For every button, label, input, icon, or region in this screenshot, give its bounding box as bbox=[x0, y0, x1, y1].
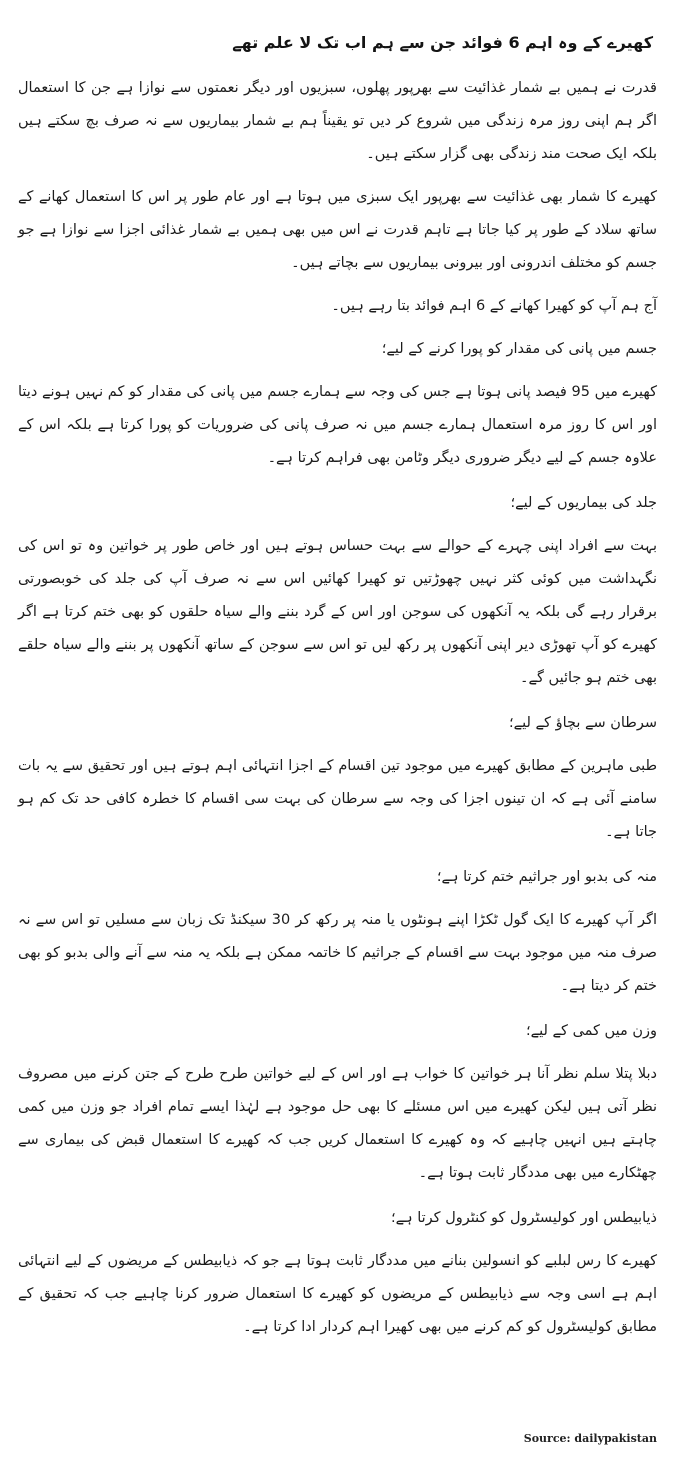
section-body-skin: بہت سے افراد اپنی چہرے کے حوالے سے بہت حساس ہوتے ہیں اور خاص طور پر خواتین وہ تو اس کی نگہداشت میں کوئی کثر نہیں چھوڑتیں تو کھیرا کھائیں اس سے نہ صرف آپ کی جلد کی خوبصورتی برقرار رہے گی بلکہ یہ آنکھوں کی سوجن اور اس کے گرد بننے والے سیاہ حلقوں کو بھی ختم کرتا ہے اگر کھیرے کو آپ تھوڑی دیر اپنی آنکھوں پر رکھ لیں تو اس سے سوجن کے ساتھ آنکھوں پر بننے والے سیاہ حلقے بھی ختم ہو جائیں گے۔ bbox=[18, 538, 657, 686]
section-body-weight: دبلا پتلا سلم نظر آنا ہر خواتین کا خواب ہے اور اس کے لیے خواتین طرح طرح کے جتن کرنے میں مصروف نظر آتی ہیں لیکن کھیرے میں اس مسئلے کا بھی حل موجود ہے لہٰذا ایسے تمام افراد جو وزن میں کمی چاہتے ہیں انہیں چاہیے کہ وہ کھیرے کا استعمال کریں جب کہ کھیرے کا استعمال قبض کی بیماری سے چھٹکارے میں بھی مددگار ثابت ہوتا ہے۔ bbox=[18, 1066, 657, 1181]
section-heading-diabetes: ذیابیطس اور کولیسٹرول کو کنٹرول کرتا ہے؛ bbox=[391, 1210, 657, 1226]
section-body-hydration: کھیرے میں 95 فیصد پانی ہوتا ہے جس کی وجہ سے ہمارے جسم میں پانی کی مقدار کو کم نہیں ہونے دیتا اور اس کا روز مرہ استعمال ہمارے جسم میں نہ صرف پانی کی ضروریات کو پورا کرتا ہے بلکہ اس کے علاوہ جسم کے لیے دیگر ضروری دیگر وٹامن بھی فراہم کرتا ہے۔ bbox=[18, 384, 658, 466]
section-heading-mouth: منہ کی بدبو اور جراثیم ختم کرتا ہے؛ bbox=[436, 869, 657, 885]
source-credit: Source: dailypakistan bbox=[523, 1432, 657, 1445]
section-body-cancer: طبی ماہرین کے مطابق کھیرے میں موجود تین اقسام کے اجزا انتہائی اہم ہوتے ہیں اور تحقیق سے یہ بات سامنے آئی ہے کہ ان تینوں اجزا کی وجہ سے سرطان کی بہت سی اقسام کا خطرہ کافی حد تک کم ہو جاتا ہے۔ bbox=[18, 758, 657, 840]
section-body-diabetes: کھیرے کا رس لبلبے کو انسولین بنانے میں مددگار ثابت ہوتا ہے جو کہ ذیابیطس کے مریضوں کے لیے انتہائی اہم ہے اسی وجہ سے ذیابیطس کے مریضوں کو کھیرے کا استعمال ضرور کرنا چاہیے جب کہ تحقیق کے مطابق کولیسٹرول کو کم کرنے میں بھی کھیرا اہم کردار ادا کرتا ہے۔ bbox=[18, 1253, 657, 1335]
section-heading-weight: وزن میں کمی کے لیے؛ bbox=[526, 1023, 657, 1039]
intro-paragraph-3: آج ہم آپ کو کھیرا کھانے کے 6 اہم فوائد بتا رہے ہیں۔ bbox=[331, 298, 657, 314]
section-body-mouth: اگر آپ کھیرے کا ایک گول ٹکڑا اپنے ہونٹوں یا منہ پر رکھ کر 30 سیکنڈ تک زبان سے مسلیں تو اس سے نہ صرف منہ میں موجود بہت سے اقسام کے جراثیم کا خاتمہ ممکن ہے بلکہ یہ منہ سے آنے والی بدبو کو بھی ختم کر دیتا ہے۔ bbox=[18, 912, 657, 994]
intro-paragraph-2: کھیرے کا شمار بھی غذائیت سے بھرپور ایک سبزی میں ہوتا ہے اور عام طور پر اس کا استعمال کھانے کے ساتھ سلاد کے طور پر کیا جاتا ہے تاہم قدرت نے اس میں بھی ہمیں بے شمار غذائی اجزا سے نوازا ہے جو جسم کو مختلف اندرونی اور بیرونی بیماریوں سے بچاتے ہیں۔ bbox=[18, 189, 657, 271]
section-heading-skin: جلد کی بیماریوں کے لیے؛ bbox=[510, 495, 657, 511]
section-heading-hydration: جسم میں پانی کی مقدار کو پورا کرنے کے لیے؛ bbox=[381, 341, 657, 357]
article-title: کھیرے کے وہ اہم 6 فوائد جن سے ہم اب تک لا علم تھے bbox=[232, 33, 653, 52]
intro-paragraph-1: قدرت نے ہمیں بے شمار غذائیت سے بھرپور پھلوں، سبزیوں اور دیگر نعمتوں سے نوازا ہے جن کا استعمال اگر ہم اپنی روز مرہ زندگی میں شروع کر دیں تو یقیناً ہم بے شمار بیماریوں سے نہ صرف بچ سکتے ہیں بلکہ ایک صحت مند زندگی بھی گزار سکتے ہیں۔ bbox=[18, 80, 657, 162]
section-heading-cancer: سرطان سے بچاؤ کے لیے؛ bbox=[509, 715, 657, 731]
